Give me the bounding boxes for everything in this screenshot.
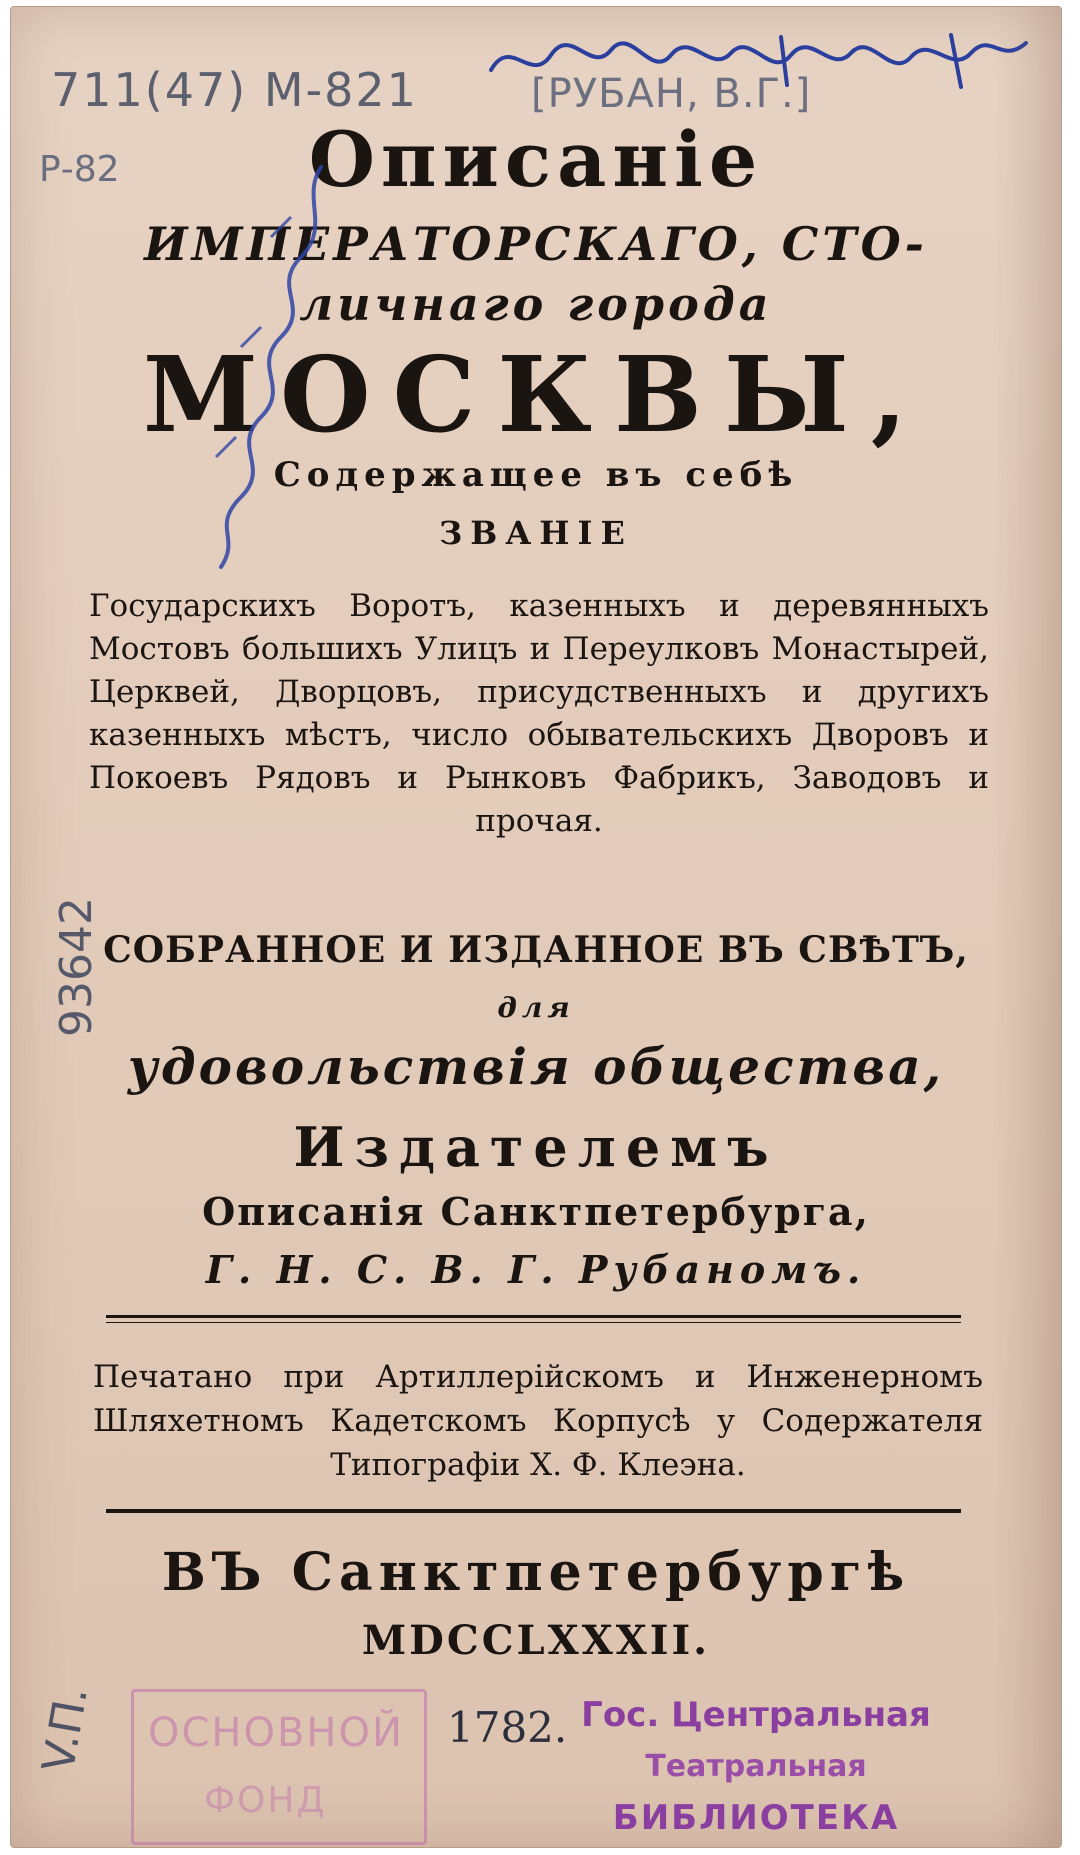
author-line: Г. Н. С. В. Г. Рубаномъ. <box>205 1247 867 1292</box>
title-line-3: личнаго города <box>299 277 773 331</box>
library-stamp <box>571 1695 941 1838</box>
inventory-number: 93642 <box>51 897 102 1037</box>
shelf-mark: 711(47) М-821 <box>51 63 418 117</box>
title-zvanie: ЗВАНІЕ <box>439 514 633 552</box>
fund-stamp-line-1: ОСНОВНОЙ <box>148 1710 404 1756</box>
dlya-line: для <box>497 991 575 1024</box>
purpose-line: удовольствія общества, <box>127 1037 945 1096</box>
fund-stamp-line-2: ФОНД <box>204 1780 327 1821</box>
imprint-city: ВЪ Санктпетербургѣ <box>161 1542 911 1603</box>
library-stamp-line-3: БИБЛИОТЕКА <box>612 1798 900 1838</box>
handwritten-signature-top <box>481 25 1041 95</box>
contents-description: Государскихъ Воротъ, казенныхъ и деревянныхъ Мостовъ большихъ Улицъ и Переулковъ Монастырей, Церквей, Дворцовъ, присудственныхъ и другихъ казенныхъ мѣстъ, число обывательскихъ Дворовъ и Покоевъ Рядовъ и Рынковъ Фабрикъ, Заводовъ и прочая. <box>89 588 989 839</box>
handwritten-year: 1782. <box>447 1703 568 1752</box>
publisher-of: Описанія Санктпетербурга, <box>202 1189 870 1234</box>
handwritten-signature-diagonal <box>121 157 351 577</box>
shelf-mark-secondary: Р-82 <box>39 149 120 190</box>
fund-stamp <box>131 1689 427 1845</box>
title-heading: Описаніе <box>308 115 764 204</box>
author-attribution-note: [РУБАН, В.Г.] <box>531 71 812 117</box>
title-city-name: МОСКВЫ, <box>142 333 930 456</box>
divider-rule-thin <box>106 1322 961 1323</box>
imprint-year: MDCCLXXXII. <box>361 1617 711 1664</box>
imprint-text: Печатано при Артиллерійскомъ и Инженерномъ Шляхетномъ Кадетскомъ Корпусѣ у Содержателя Типографіи Х. Ф. Клеэна. <box>93 1359 983 1483</box>
handwritten-mark: V.П. <box>33 1682 99 1776</box>
publisher-label: Издателемъ <box>293 1115 779 1179</box>
divider-rule <box>106 1315 961 1318</box>
title-contains: Содержащее въ себѣ <box>273 455 799 495</box>
library-stamp-line-2: Театральная <box>645 1749 867 1784</box>
title-line-2: ИМПЕРАТОРСКАГО, СТО- <box>144 217 928 271</box>
library-stamp-line-1: Гос. Центральная <box>581 1695 931 1735</box>
title-page <box>10 6 1062 1848</box>
collected-line: СОБРАННОЕ И ИЗДАННОЕ ВЪ СВѢТЪ, <box>103 929 969 971</box>
divider-rule-lower <box>106 1509 961 1513</box>
